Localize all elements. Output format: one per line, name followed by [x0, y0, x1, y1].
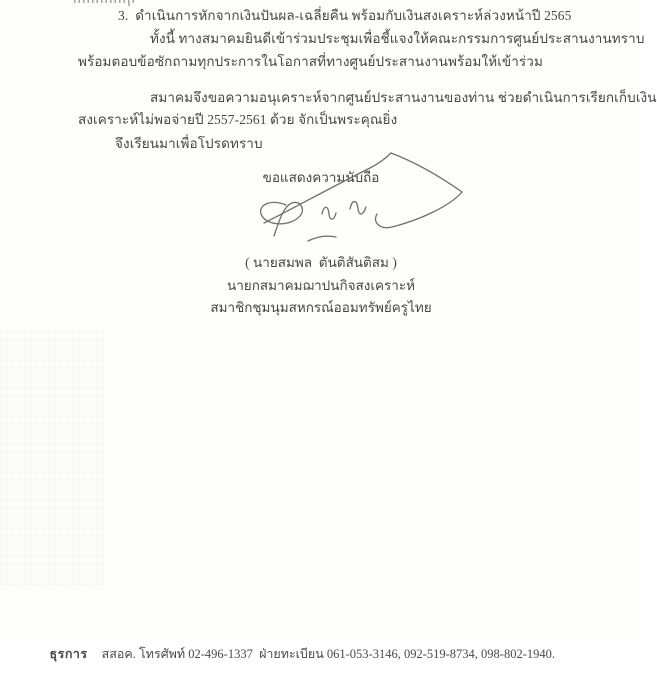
- clipped-top-text-descender: [128, 3, 130, 6]
- signer-title2-wrap: [190, 296, 452, 318]
- signer-title-line1: นายกสมาคมฌาปนกิจสงเคราะห์: [227, 278, 415, 293]
- signer-title-line2: สมาชิกชุมนุมสหกรณ์ออมทรัพย์ครูไทย: [210, 300, 432, 315]
- signer-name-wrap: [190, 251, 452, 273]
- handwritten-signature: [250, 148, 465, 253]
- paragraph2-line1: สมาคมจึงขอความอนุเคราะห์จากศูนย์ประสานงานของท่าน ช่วยดำเนินการเรียกเก็บเงิน: [150, 90, 657, 105]
- paragraph1-line2: พร้อมตอบข้อซักถามทุกประการในโอกาสที่ทางศูนย์ประสานงานพร้อมให้เข้าร่วม: [78, 54, 543, 69]
- closing-line: จึงเรียนมาเพื่อโปรดทราบ: [115, 136, 263, 151]
- paragraph2-line2: สงเคราะห์ไม่พอจ่ายปี 2557-2561 ด้วย จักเป็นพระคุณยิ่ง: [78, 112, 398, 127]
- footer-contact-text: สสอค. โทรศัพท์ 02-496-1337 ฝ่ายทะเบียน 061-053-3146, 092-519-8734, 098-802-1940.: [101, 647, 555, 661]
- paragraph1-line1: ทั้งนี้ ทางสมาคมยินดีเข้าร่วมประชุมเพื่อชี้แจงให้คณะกรรมการศูนย์ประสานงานทราบ: [150, 31, 645, 46]
- footer-contact-line: [37, 629, 555, 679]
- clipped-top-text-fragment: [74, 0, 136, 3]
- signer-name: ( นายสมพล ตันติสันติสม ): [245, 255, 397, 270]
- footer-admin-label: ธุรการ: [49, 647, 88, 661]
- list-item-3: 3. ดำเนินการหักจากเงินปันผล-เฉลี่ยคืน พร้อมกับเงินสงเคราะห์ล่วงหน้าปี 2565: [118, 8, 572, 23]
- scan-noise-artifact: [0, 330, 104, 586]
- salutation-text: ขอแสดงความนับถือ: [262, 170, 380, 185]
- signer-title1-wrap: [190, 274, 452, 296]
